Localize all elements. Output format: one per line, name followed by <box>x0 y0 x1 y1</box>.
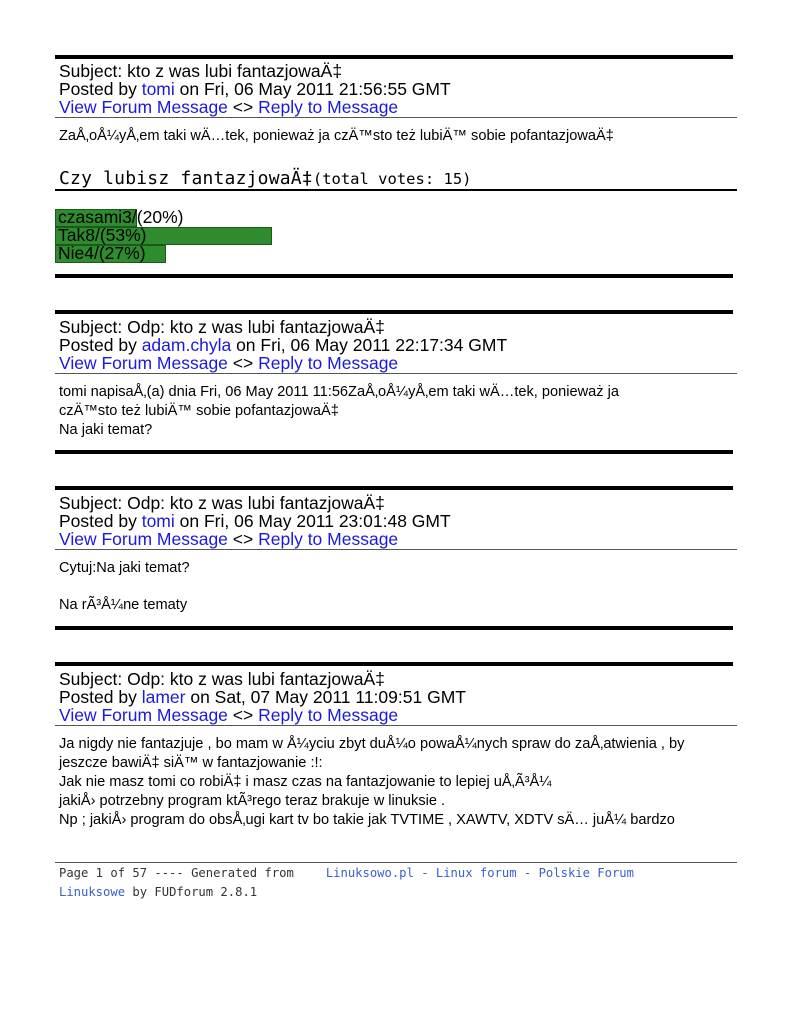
post-date: on Fri, 06 May 2011 23:01:48 GMT <box>174 511 451 531</box>
view-forum-message-link[interactable]: View Forum Message <box>59 353 228 373</box>
footer-forum-link-cont[interactable]: Linuksowe <box>59 885 126 899</box>
post-byline <box>59 80 451 98</box>
poll-total-votes: (total votes: 15) <box>312 170 472 188</box>
footer-line <box>59 866 634 880</box>
poll-option-label: czasami3/(20%) <box>58 207 184 227</box>
post-body-line: Np ; jakiÅ› program do obsÅ‚ugi kart tv bo takie jak TVTIME , XAWTV, XDTV sÄ… juÅ¼ bardzo <box>59 812 675 828</box>
post-bottom-rule <box>55 450 733 454</box>
post-body-line: jakiÅ› potrzebny program ktÃ³rego teraz brakuje w linuksie . <box>59 793 446 809</box>
post-byline <box>59 336 507 354</box>
post-body-line: Na rÃ³Å¼ne tematy <box>59 597 188 613</box>
reply-to-message-link[interactable]: Reply to Message <box>258 529 399 549</box>
post-date: on Fri, 06 May 2011 22:17:34 GMT <box>231 335 508 355</box>
post-subject: Subject: Odp: kto z was lubi fantazjowaÄ‡ <box>59 493 385 513</box>
footer-generator: by FUDforum 2.8.1 <box>125 885 258 899</box>
post-byline <box>59 512 451 530</box>
footer-line <box>59 885 257 899</box>
post-date: on Fri, 06 May 2011 21:56:55 GMT <box>174 79 451 99</box>
post-actions <box>59 98 398 116</box>
post-body-line: ZaÅ‚oÅ¼yÅ‚em taki wÄ…tek, ponieważ ja czÄ™sto też lubiÄ™ sobie pofantazjowaÄ‡ <box>59 128 614 144</box>
post-body-line: Na jaki temat? <box>59 422 153 438</box>
post-bottom-rule <box>55 274 733 278</box>
poll-option-label: Nie4/(27%) <box>58 243 146 263</box>
post-header-divider <box>55 725 737 726</box>
poll-question: Czy lubisz fantazjowaÄ‡ <box>59 168 313 189</box>
footer-forum-link[interactable]: Linuksowo.pl - Linux forum - Polskie Forum <box>325 866 634 880</box>
reply-to-message-link[interactable]: Reply to Message <box>258 353 399 373</box>
post-actions <box>59 706 398 724</box>
posted-by-label: Posted by <box>59 511 142 531</box>
poll-divider <box>55 189 737 191</box>
post-body-line: Jak nie masz tomi co robiÄ‡ i masz czas na fantazjowanie to lepiej uÅ‚Ã³Å¼ <box>59 774 552 790</box>
post-header-divider <box>55 117 737 118</box>
action-separator: <> <box>227 97 259 117</box>
footer-divider <box>55 862 737 863</box>
post-top-rule <box>55 310 733 314</box>
action-separator: <> <box>227 705 259 725</box>
post-subject: Subject: kto z was lubi fantazjowaÄ‡ <box>59 61 343 81</box>
post-subject: Subject: Odp: kto z was lubi fantazjowaÄ‡ <box>59 317 385 337</box>
post-body-line: Ja nigdy nie fantazjuje , bo mam w Å¼yciu zbyt duÅ¼o powaÅ¼nych spraw do zaÅ‚atwienia , by <box>59 736 685 752</box>
post-subject: Subject: Odp: kto z was lubi fantazjowaÄ‡ <box>59 669 385 689</box>
poll-title <box>59 168 472 189</box>
post-top-rule <box>55 486 733 490</box>
post-top-rule <box>55 55 733 59</box>
post-date: on Sat, 07 May 2011 11:09:51 GMT <box>185 687 466 707</box>
view-forum-message-link[interactable]: View Forum Message <box>59 705 228 725</box>
author-link[interactable]: adam.chyla <box>141 335 232 355</box>
footer-page-info: Page 1 of 57 ---- Generated from <box>59 866 294 880</box>
poll-option-label: Tak8/(53%) <box>58 225 147 245</box>
post-header-divider <box>55 549 737 550</box>
reply-to-message-link[interactable]: Reply to Message <box>258 705 399 725</box>
action-separator: <> <box>227 353 259 373</box>
post-body-line: Cytuj:Na jaki temat? <box>59 560 190 576</box>
posted-by-label: Posted by <box>59 79 142 99</box>
post-header-divider <box>55 373 737 374</box>
posted-by-label: Posted by <box>59 687 142 707</box>
author-link[interactable]: lamer <box>141 687 186 707</box>
post-bottom-rule <box>55 626 733 630</box>
post-body-line: jeszcze bawiÄ‡ siÄ™ w fantazjowanie :!: <box>59 755 323 771</box>
posted-by-label: Posted by <box>59 335 142 355</box>
post-actions <box>59 354 398 372</box>
post-actions <box>59 530 398 548</box>
reply-to-message-link[interactable]: Reply to Message <box>258 97 399 117</box>
post-byline <box>59 688 466 706</box>
post-body-line: czÄ™sto też lubiÄ™ sobie pofantazjowaÄ‡ <box>59 403 339 419</box>
author-link[interactable]: tomi <box>141 79 175 99</box>
view-forum-message-link[interactable]: View Forum Message <box>59 97 228 117</box>
author-link[interactable]: tomi <box>141 511 175 531</box>
post-top-rule <box>55 662 733 666</box>
view-forum-message-link[interactable]: View Forum Message <box>59 529 228 549</box>
post-body-line: tomi napisaÅ‚(a) dnia Fri, 06 May 2011 11:56ZaÅ‚oÅ¼yÅ‚em taki wÄ…tek, ponieważ ja <box>59 384 619 400</box>
action-separator: <> <box>227 529 259 549</box>
